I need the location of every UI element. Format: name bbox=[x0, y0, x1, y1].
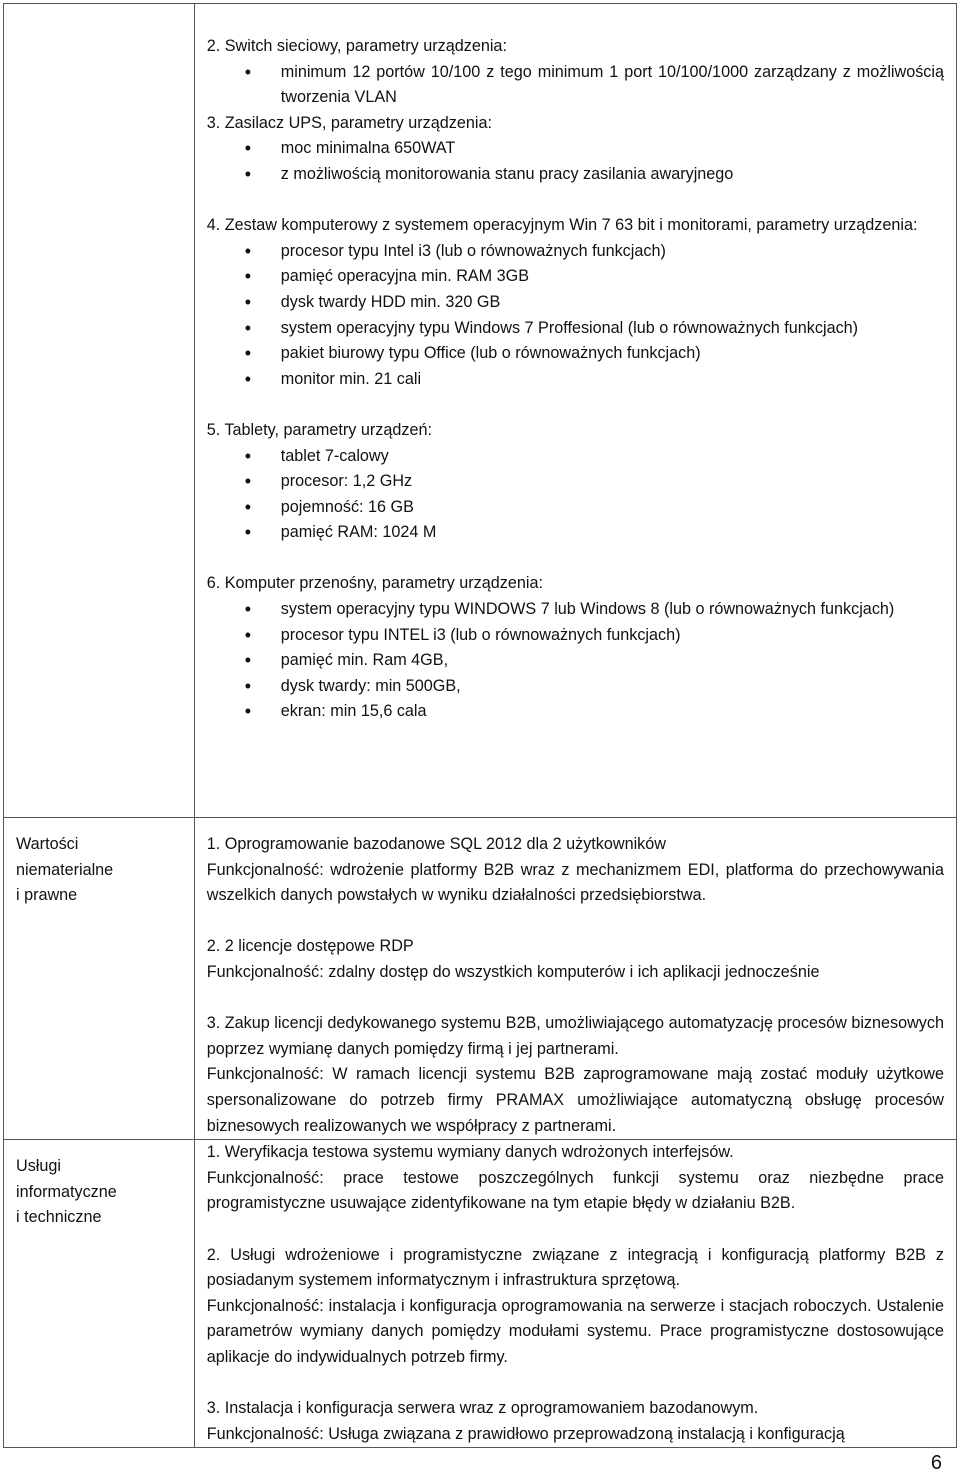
bullet-item: • minimum 12 portów 10/100 z tego minimum 1 port 10/100/1000 zarządzany z możliwością tworzenia VLAN bbox=[207, 60, 944, 111]
section-heading: 4. Zestaw komputerowy z systemem operacyjnym Win 7 63 bit i monitorami, parametry urządzenia: bbox=[206, 216, 918, 235]
section-ups bbox=[207, 111, 944, 188]
bullet-item: • procesor typu INTEL i3 (lub o równoważnych funkcjach) bbox=[207, 623, 944, 649]
bullet-item: • moc minimalna 650WAT bbox=[207, 136, 944, 162]
row-label-line: i prawne bbox=[16, 886, 78, 905]
item-block bbox=[207, 934, 944, 985]
bullet-item: • ekran: min 15,6 cala bbox=[207, 699, 944, 725]
row-content-intangibles bbox=[194, 818, 956, 1140]
bullet-item: • pamięć min. Ram 4GB, bbox=[207, 648, 944, 674]
bullet-item: • system operacyjny typu WINDOWS 7 lub Windows 8 (lub o równoważnych funkcjach) bbox=[207, 597, 944, 623]
page-number: 6 bbox=[930, 1452, 942, 1474]
row-label-line: informatyczne bbox=[16, 1182, 117, 1201]
item-title: 3. Zakup licencji dedykowanego systemu B2B, umożliwiającego automatyzację procesów biznesowych poprzez wymianę danych pomiędzy firmą i jej partnerami. bbox=[206, 1014, 944, 1058]
bullet-item: • z możliwością monitorowania stanu pracy zasilania awaryjnego bbox=[207, 162, 944, 188]
bullet-item: • procesor typu Intel i3 (lub o równoważnych funkcjach) bbox=[207, 239, 944, 265]
section-switch bbox=[207, 34, 944, 111]
table-row-hardware bbox=[4, 4, 957, 818]
item-text: Funkcjonalność: zdalny dostęp do wszystkich komputerów i ich aplikacji jednocześnie bbox=[206, 962, 820, 981]
item-title: 1. Oprogramowanie bazodanowe SQL 2012 dla 2 użytkowników bbox=[206, 835, 666, 853]
bullet-item: • pamięć operacyjna min. RAM 3GB bbox=[207, 264, 944, 290]
section-tablets bbox=[207, 418, 944, 546]
bullet-list bbox=[207, 444, 944, 546]
section-heading: 3. Zasilacz UPS, parametry urządzenia: bbox=[206, 113, 492, 132]
section-heading: 2. Switch sieciowy, parametry urządzenia: bbox=[206, 37, 507, 55]
item-text: Funkcjonalność: Usługa związana z prawidłowo przeprowadzoną instalacją i konfiguracją bbox=[206, 1424, 845, 1443]
item-text: Funkcjonalność: wdrożenie platformy B2B wraz z mechanizmem EDI, platforma do przechowywania wszelkich danych powstałych w wyniku działalności przedsiębiorstwa. bbox=[206, 860, 944, 905]
bullet-item: • monitor min. 21 cali bbox=[207, 367, 944, 393]
item-title: 2. Usługi wdrożeniowe i programistyczne związane z integracją i konfiguracją platformy B2B z posiadanym systemem informatycznym i infrastruktura sprzętową. bbox=[206, 1245, 944, 1290]
item-text: Funkcjonalność: instalacja i konfiguracja oprogramowania na serwerze i stacjach roboczych. Ustalenie parametrów wymiany danych pomiędzy modułami systemu. Prace programistyczne dostosowujące aplikacje do indywidualnych potrzeb firmy. bbox=[206, 1296, 944, 1366]
row-label-cell bbox=[4, 1140, 195, 1448]
bullet-item: • tablet 7-calowy bbox=[207, 444, 944, 470]
bullet-list bbox=[207, 597, 944, 725]
row-content-services bbox=[194, 1140, 956, 1448]
section-heading: 6. Komputer przenośny, parametry urządzenia: bbox=[206, 574, 543, 593]
bullet-item: • pojemność: 16 GB bbox=[207, 495, 944, 521]
row-label-line: i techniczne bbox=[16, 1208, 102, 1227]
row-label-cell bbox=[4, 818, 195, 1140]
bullet-item: • dysk twardy HDD min. 320 GB bbox=[207, 290, 944, 316]
row-label-line: Usługi bbox=[16, 1157, 61, 1176]
row-label-line: niematerialne bbox=[16, 860, 114, 879]
item-block bbox=[207, 1243, 944, 1371]
row-content-hardware bbox=[194, 4, 956, 818]
bullet-item: • pamięć RAM: 1024 M bbox=[207, 520, 944, 546]
bullet-item: • pakiet biurowy typu Office (lub o równoważnych funkcjach) bbox=[207, 341, 944, 367]
section-computer-set bbox=[207, 213, 944, 392]
item-block bbox=[207, 1011, 944, 1139]
row-label-line: Wartości bbox=[16, 835, 79, 853]
bullet-item: • dysk twardy: min 500GB, bbox=[207, 674, 944, 700]
item-text: Funkcjonalność: W ramach licencji systemu B2B zaprogramowane mają zostać moduły użytkowe spersonalizowane do potrzeb firmy PRAMAX umożliwiające automatyczną obsługę procesów biznesowych realizowanych we współpracy z partnerami. bbox=[206, 1065, 944, 1135]
item-block bbox=[207, 1396, 944, 1447]
row-label-cell-empty bbox=[4, 4, 195, 818]
section-laptop bbox=[207, 571, 944, 725]
bullet-list bbox=[207, 239, 944, 393]
bullet-item: • procesor: 1,2 GHz bbox=[207, 469, 944, 495]
bullet-list bbox=[207, 60, 944, 111]
item-title: 1. Weryfikacja testowa systemu wymiany danych wdrożonych interfejsów. bbox=[206, 1143, 734, 1162]
bullet-item: • system operacyjny typu Windows 7 Proffesional (lub o równoważnych funkcjach) bbox=[207, 316, 944, 342]
item-title: 2. 2 licencje dostępowe RDP bbox=[206, 937, 414, 956]
item-block bbox=[207, 832, 944, 909]
specification-table bbox=[3, 3, 957, 1448]
item-text: Funkcjonalność: prace testowe poszczególnych funkcji systemu oraz niezbędne prace programistyczne usuwające zidentyfikowane na tym etapie błędy w działaniu B2B. bbox=[206, 1168, 944, 1213]
item-title: 3. Instalacja i konfiguracja serwera wraz z oprogramowaniem bazodanowym. bbox=[206, 1399, 759, 1418]
item-block bbox=[207, 1140, 944, 1217]
table-row-services bbox=[4, 1140, 957, 1448]
table-row-intangibles bbox=[4, 818, 957, 1140]
bullet-list bbox=[207, 136, 944, 187]
section-heading: 5. Tablety, parametry urządzeń: bbox=[206, 420, 432, 439]
